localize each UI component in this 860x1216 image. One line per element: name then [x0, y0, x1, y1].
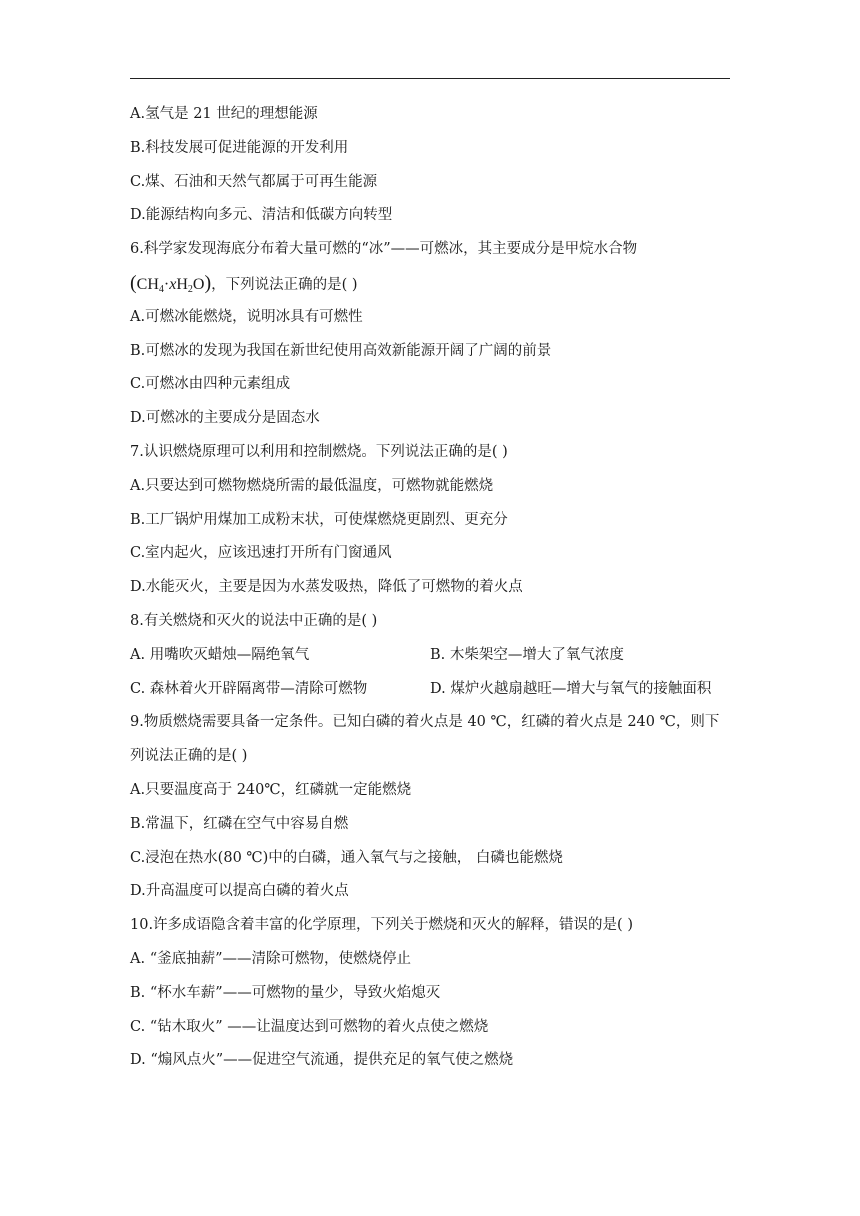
q6-option-b: B.可燃冰的发现为我国在新世纪使用高效新能源开阔了广阔的前景 [130, 342, 552, 359]
q8-option-d: D. 煤炉火越扇越旺—增大与氧气的接触面积 [430, 680, 712, 697]
q6-option-d: D.可燃冰的主要成分是固态水 [130, 410, 320, 427]
q7-option-d: D.水能灭火，主要是因为水蒸发吸热，降低了可燃物的着火点 [130, 579, 523, 596]
q8-options-row-1 [130, 645, 740, 665]
q6-stem-formula-line [130, 273, 740, 293]
q6-stem-tail: ，下列说法正确的是( ) [211, 276, 358, 293]
q9-option-c: C.浸泡在热水(80 ℃)中的白磷，通入氧气与之接触， 白磷也能燃烧 [130, 849, 563, 866]
q8-options-row-2 [130, 679, 740, 699]
header-rule [130, 78, 730, 79]
q5-option-b: B.科技发展可促进能源的开发利用 [130, 139, 349, 156]
q7-stem: 7.认识燃烧原理可以利用和控制燃烧。下列说法正确的是( ) [130, 443, 508, 460]
q10-option-d: D. “煽风点火”——促进空气流通，提供充足的氧气使之燃烧 [130, 1052, 514, 1069]
q9-stem-line-2: 列说法正确的是( ) [130, 748, 248, 765]
question-sheet [130, 104, 740, 1084]
q8-option-b: B. 木柴架空—增大了氧气浓度 [430, 646, 624, 663]
q6-stem: 6.科学家发现海底分布着大量可燃的“冰”——可燃冰，其主要成分是甲烷水合物 [130, 241, 638, 258]
q6-option-a: A.可燃冰能燃烧，说明冰具有可燃性 [130, 308, 363, 325]
q9-option-a: A.只要温度高于 240℃，红磷就一定能燃烧 [130, 781, 412, 798]
q8-stem: 8.有关燃烧和灭火的说法中正确的是( ) [130, 612, 378, 629]
q10-stem: 10.许多成语隐含着丰富的化学原理，下列关于燃烧和灭火的解释，错误的是( ) [130, 917, 633, 934]
q9-option-d: D.升高温度可以提高白磷的着火点 [130, 883, 349, 900]
q9-option-b: B.常温下，红磷在空气中容易自燃 [130, 815, 349, 832]
q5-option-c: C.煤、石油和天然气都属于可再生能源 [130, 173, 378, 190]
q5-option-d: D.能源结构向多元、清洁和低碳方向转型 [130, 207, 393, 224]
q10-option-b: B. “杯水车薪”——可燃物的量少，导致火焰熄灭 [130, 984, 441, 1001]
q8-option-c: C. 森林着火开辟隔离带—清除可燃物 [130, 680, 368, 697]
methane-hydrate-formula: $(CH_4\cdot xH_2O)$ [130, 271, 212, 295]
q8-option-a: A. 用嘴吹灭蜡烛—隔绝氧气 [130, 646, 310, 663]
q6-option-c: C.可燃冰由四种元素组成 [130, 376, 291, 393]
q7-option-c: C.室内起火，应该迅速打开所有门窗通风 [130, 545, 392, 562]
q5-option-a: A.氢气是 21 世纪的理想能源 [130, 106, 318, 122]
q7-option-b: B.工厂锅炉用煤加工成粉末状，可使煤燃烧更剧烈、更充分 [130, 511, 508, 528]
q10-option-a: A. “釜底抽薪”——清除可燃物，使燃烧停止 [130, 950, 412, 967]
q7-option-a: A.只要达到可燃物燃烧所需的最低温度，可燃物就能燃烧 [130, 477, 494, 494]
q9-stem-line-1: 9.物质燃烧需要具备一定条件。已知白磷的着火点是 40 ℃，红磷的着火点是 240 ℃，则下 [130, 714, 720, 731]
q10-option-c: C. “钻木取火” ——让温度达到可燃物的着火点使之燃烧 [130, 1018, 489, 1035]
